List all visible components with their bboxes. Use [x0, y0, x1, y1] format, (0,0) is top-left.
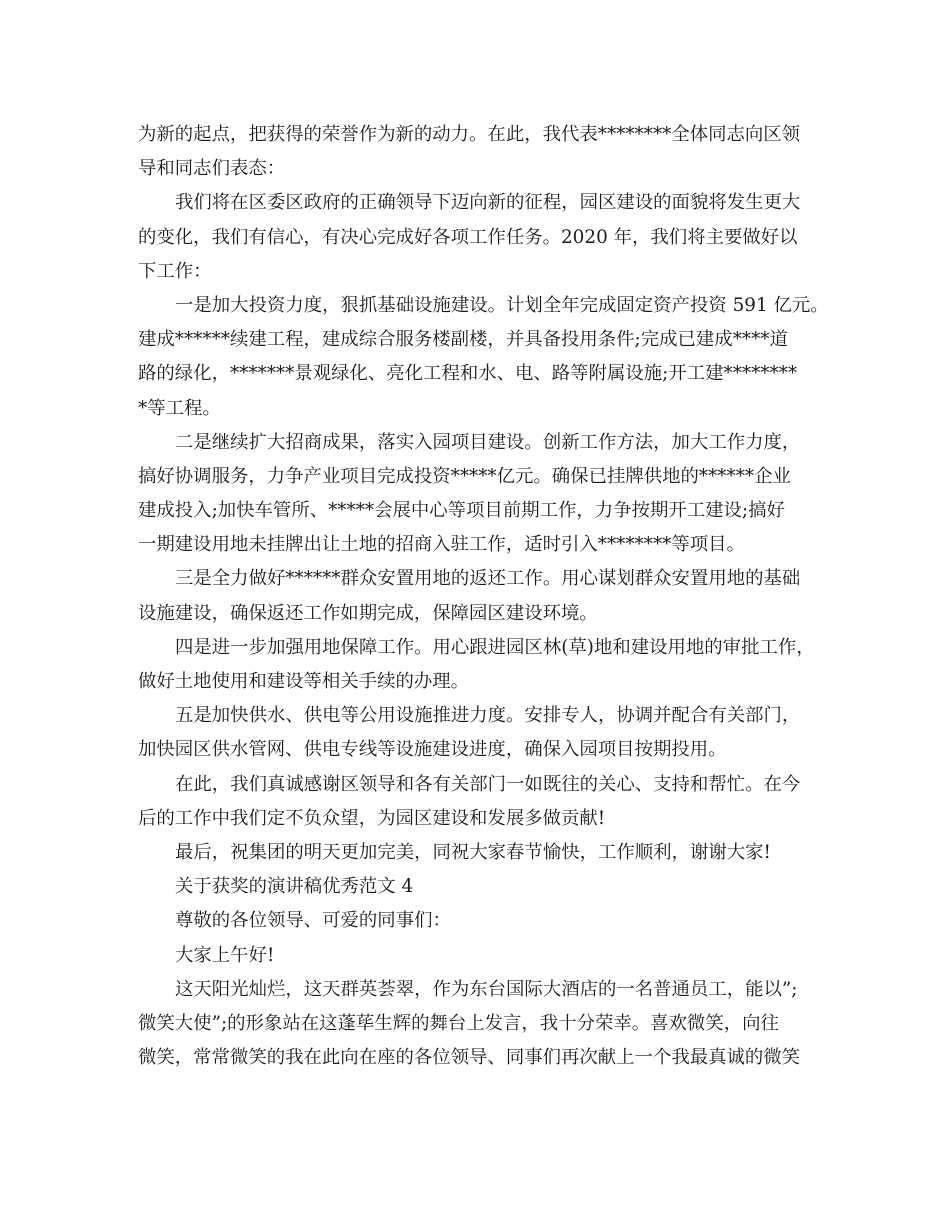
text-line: 加快园区供水管网、供电专线等设施建设进度，确保入园项目按期投用。 [138, 739, 727, 761]
text-line: 三是全力做好******群众安置用地的返还工作。用心谋划群众安置用地的基础 [175, 568, 801, 590]
text-line: 后的工作中我们定不负众望，为园区建设和发展多做贡献! [138, 807, 606, 829]
text-line: *等工程。 [138, 397, 221, 419]
text-line: 微笑大使”;的形象站在这蓬荜生辉的舞台上发言，我十分荣幸。喜欢微笑，向往 [138, 1012, 779, 1034]
text-line: 大家上午好! [175, 944, 275, 966]
text-line: 这天阳光灿烂，这天群英荟翠，作为东台国际大酒店的一名普通员工，能以”; [175, 978, 798, 1000]
text-line: 最后，祝集团的明天更加完美，同祝大家春节愉快，工作顺利，谢谢大家! [175, 841, 771, 863]
text-line: 我们将在区委区政府的正确领导下迈向新的征程，园区建设的面貌将发生更大 [175, 192, 801, 214]
text-line: 做好土地使用和建设等相关手续的办理。 [138, 671, 470, 692]
text-line: 五是加快供水、供电等公用设施推进力度。安排专人，协调并配合有关部门， [175, 705, 801, 727]
text-line: 建成******续建工程，建成综合服务楼副楼，并具备投用条件;完成已建成****道 [138, 329, 788, 351]
text-line: 设施建设，确保返还工作如期完成，保障园区建设环境。 [138, 602, 598, 624]
text-line: 下工作： [138, 260, 212, 282]
document-body [138, 118, 829, 1075]
text-line: 搞好协调服务，力争产业项目完成投资*****亿元。确保已挂牌供地的******企业 [138, 465, 791, 487]
text-line: 一期建设用地未挂牌出让土地的招商入驻工作，适时引入********等项目。 [138, 534, 745, 556]
text-line: 路的绿化，*******景观绿化、亮化工程和水、电、路等附属设施;开工建******** [138, 363, 798, 385]
text-line: 二是继续扩大招商成果，落实入园项目建设。创新工作方法，加大工作力度， [175, 431, 801, 453]
text-line: 尊敬的各位领导、可爱的同事们： [175, 910, 451, 932]
text-line: 四是进一步加强用地保障工作。用心跟进园区林(草)地和建设用地的审批工作， [175, 636, 815, 658]
text-line: 在此，我们真诚感谢区领导和各有关部门一如既往的关心、支持和帮忙。在今 [175, 773, 801, 795]
text-line: 微笑，常常微笑的我在此向在座的各位领导、同事们再次献上一个我最真诚的微笑 [138, 1047, 801, 1069]
text-line: 为新的起点，把获得的荣誉作为新的动力。在此，我代表********全体同志向区领 [138, 124, 801, 145]
text-line: 的变化，我们有信心，有决心完成好各项工作任务。2020 年，我们将主要做好以 [138, 226, 798, 248]
text-line: 导和同志们表态： [138, 158, 286, 180]
text-line: 建成投入;加快车管所、*****会展中心等项目前期工作，力争按期开工建设;搞好 [138, 500, 785, 522]
text-line: 关于获奖的演讲稿优秀范文 4 [175, 876, 414, 898]
text-line: 一是加大投资力度，狠抓基础设施建设。计划全年完成固定资产投资 591 亿元。 [175, 294, 829, 316]
